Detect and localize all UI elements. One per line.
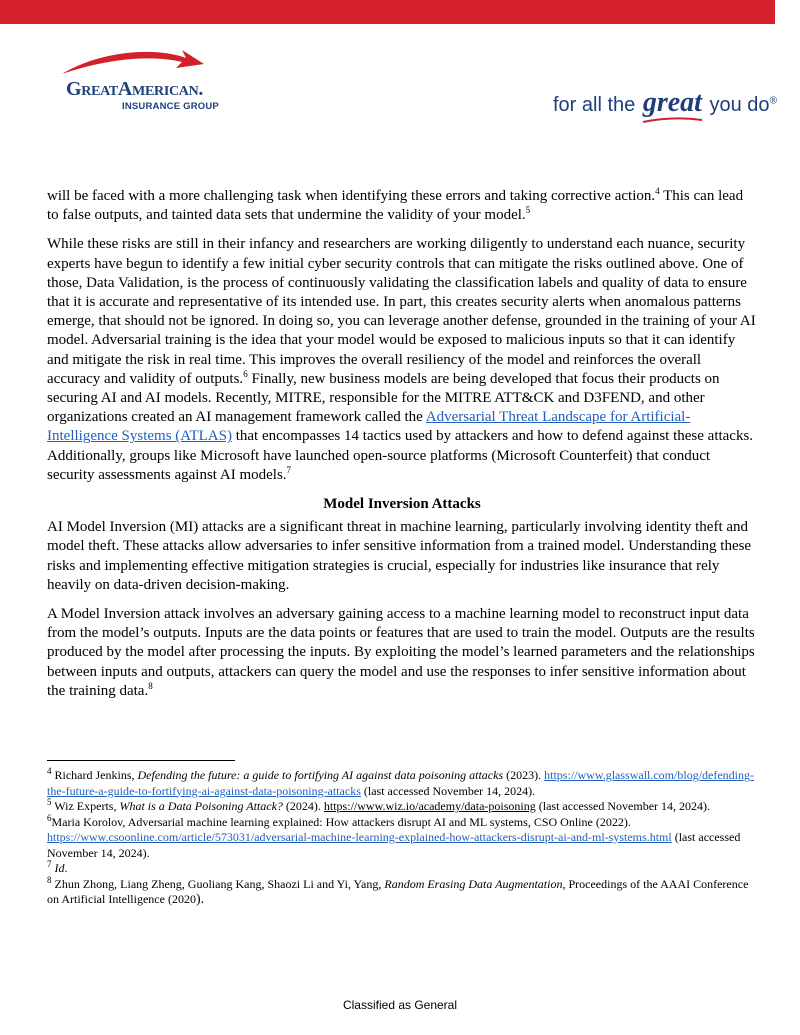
footnote-7 [47, 861, 757, 877]
footnote-5-year: (2024). [282, 799, 324, 813]
footnote-6-number: 6 [47, 812, 52, 823]
underline-swash-icon [643, 117, 702, 123]
footnote-5-author: Wiz Experts, [51, 799, 120, 813]
footnote-8-author: Zhun Zhong, Liang Zheng, Guoliang Kang, Shaozi Li and Yi, Yang, [51, 876, 385, 891]
footnote-5-title: What is a Data Poisoning Attack? [119, 799, 283, 813]
footnote-5-number: 5 [47, 797, 52, 807]
footnote-6-text: Maria Korolov, Adversarial machine learning explained: How attackers disrupt AI and ML systems, CSO Online (2022). [51, 814, 631, 829]
footnote-separator [47, 760, 235, 761]
footnote-ref-4[interactable]: 4 [655, 186, 660, 196]
tagline-great [643, 87, 702, 119]
footnote-ref-7[interactable]: 7 [286, 464, 292, 475]
footnote-8 [47, 874, 757, 908]
footnote-6-accessed: (last accessed November 14, 2024). [47, 830, 741, 860]
p2-text-2: Finally, new business models are being developed that focus their products on securing AI and AI models. Recently, MITRE, responsible for the MITRE ATT&CK and D3FEND, and other organizations created an AI management framework called the [47, 370, 720, 426]
footnote-7-text: Id [54, 861, 65, 875]
atlas-link[interactable]: Adversarial Threat Landscape for Artificial-Intelligence Systems (ATLAS) [47, 409, 691, 445]
section-heading: Model Inversion Attacks [323, 496, 481, 513]
classification-label: Classified as General [342, 998, 458, 1012]
tagline-after: you do [709, 94, 770, 116]
footnote-8-title: Random Erasing Data Augmentation [384, 876, 563, 891]
header-red-bar [0, 0, 775, 24]
registered-mark: ® [769, 95, 777, 107]
footnote-8-rest: , Proceedings of the AAAI Conference on Artificial Intelligence (2020 [47, 876, 749, 906]
paragraph-1 [47, 187, 757, 225]
footnote-7-number: 7 [47, 859, 52, 869]
footnote-4 [47, 768, 757, 799]
footnotes [47, 768, 757, 908]
tagline-great-text: great [642, 87, 702, 118]
document-body [47, 187, 757, 711]
footnote-ref-8[interactable]: 8 [148, 680, 153, 691]
paragraph-2 [47, 235, 757, 485]
footnote-4-author: Richard Jenkins, [51, 768, 138, 782]
p2-text-3: that encompasses 14 tactics used by attackers and how to defend against these attacks. Additionally, groups like Microsoft have launched open-source platforms (Microsoft Counterfeit) that conduct security assessments against AI models. [47, 428, 754, 483]
footnote-5 [47, 799, 757, 815]
p4-text-1: A Model Inversion attack involves an adversary gaining access to a machine learning model to reconstruct input data from the model’s outputs. Inputs are the data points or features that are used to train the model. Outputs are the results produced by the model after processing the inputs. By exploiting the model’s learned parameters and the relationships between inputs and outputs, attackers can query the model and use the responses to infer sensitive information about the training data. [47, 606, 755, 699]
p1-text-1: will be faced with a more challenging task when identifying these errors and taking corrective action. [47, 188, 656, 204]
logo-subtitle: INSURANCE GROUP [122, 101, 219, 112]
footnote-ref-6[interactable]: 6 [243, 368, 248, 379]
footnote-4-link[interactable]: https://www.glasswall.com/blog/defending-the-future-a-guide-to-fortifying-ai-against-data-poisoning-attacks [47, 768, 754, 798]
footnote-8-number: 8 [47, 874, 52, 885]
logo-wordmark: GreatAmerican. [66, 78, 204, 100]
tagline [553, 87, 777, 119]
paragraph-3: AI Model Inversion (MI) attacks are a significant threat in machine learning, particularly involving identity theft and model theft. These attacks allow adversaries to infer sensitive information from a trained model. Understanding these risks and implementing effective mitigation strategies is crucial, especially for industries like insurance that rely heavily on data-driven decision-making. [47, 519, 752, 593]
tagline-before: for all the [553, 94, 636, 116]
paragraph-4 [47, 605, 757, 701]
footnote-5-link[interactable]: https://www.wiz.io/academy/data-poisoning [323, 799, 536, 813]
p1-text-2: This can lead to false outputs, and tainted data sets that undermine the validity of your model. [47, 188, 744, 224]
great-american-logo [58, 44, 228, 116]
footnote-4-number: 4 [47, 766, 52, 776]
footnote-4-accessed: (last accessed November 14, 2024). [360, 783, 536, 798]
footnote-7-tail: . [64, 861, 68, 875]
footnote-4-title: Defending the future: a guide to fortifying AI against data poisoning attacks [137, 768, 504, 782]
footnote-5-accessed: (last accessed November 14, 2024). [535, 799, 711, 813]
footnote-ref-5[interactable]: 5 [525, 205, 531, 216]
p2-text-1: While these risks are still in their infancy and researchers are working diligently to understand each nuance, security experts have begun to identify a few initial cyber security controls that can mitigate the risks outlined above. One of those, Data Validation, is the process of continuously validating the classification labels and quality of data to ensure that it is accurate and representative of its intended use. In part, this creates security alerts when anomalous patterns emerge, that should not be ignored. In doing so, you can leverage another defense, grounded in the training of your AI model. Adversarial training is the idea that your model would be exposed to malicious inputs so that it can identify and mitigate the risk in real time. This improves the overall resiliency of the model and reinforces the overall accuracy and validity of outputs. [47, 236, 756, 387]
footnote-6-link[interactable]: https://www.csoonline.com/article/573031/adversarial-machine-learning-explained-how-attackers-disrupt-ai-and-ml-systems.html [47, 830, 672, 844]
footnote-4-year: (2023). [503, 768, 545, 782]
footnote-6 [47, 812, 757, 862]
footnote-8-close: ). [195, 892, 205, 907]
